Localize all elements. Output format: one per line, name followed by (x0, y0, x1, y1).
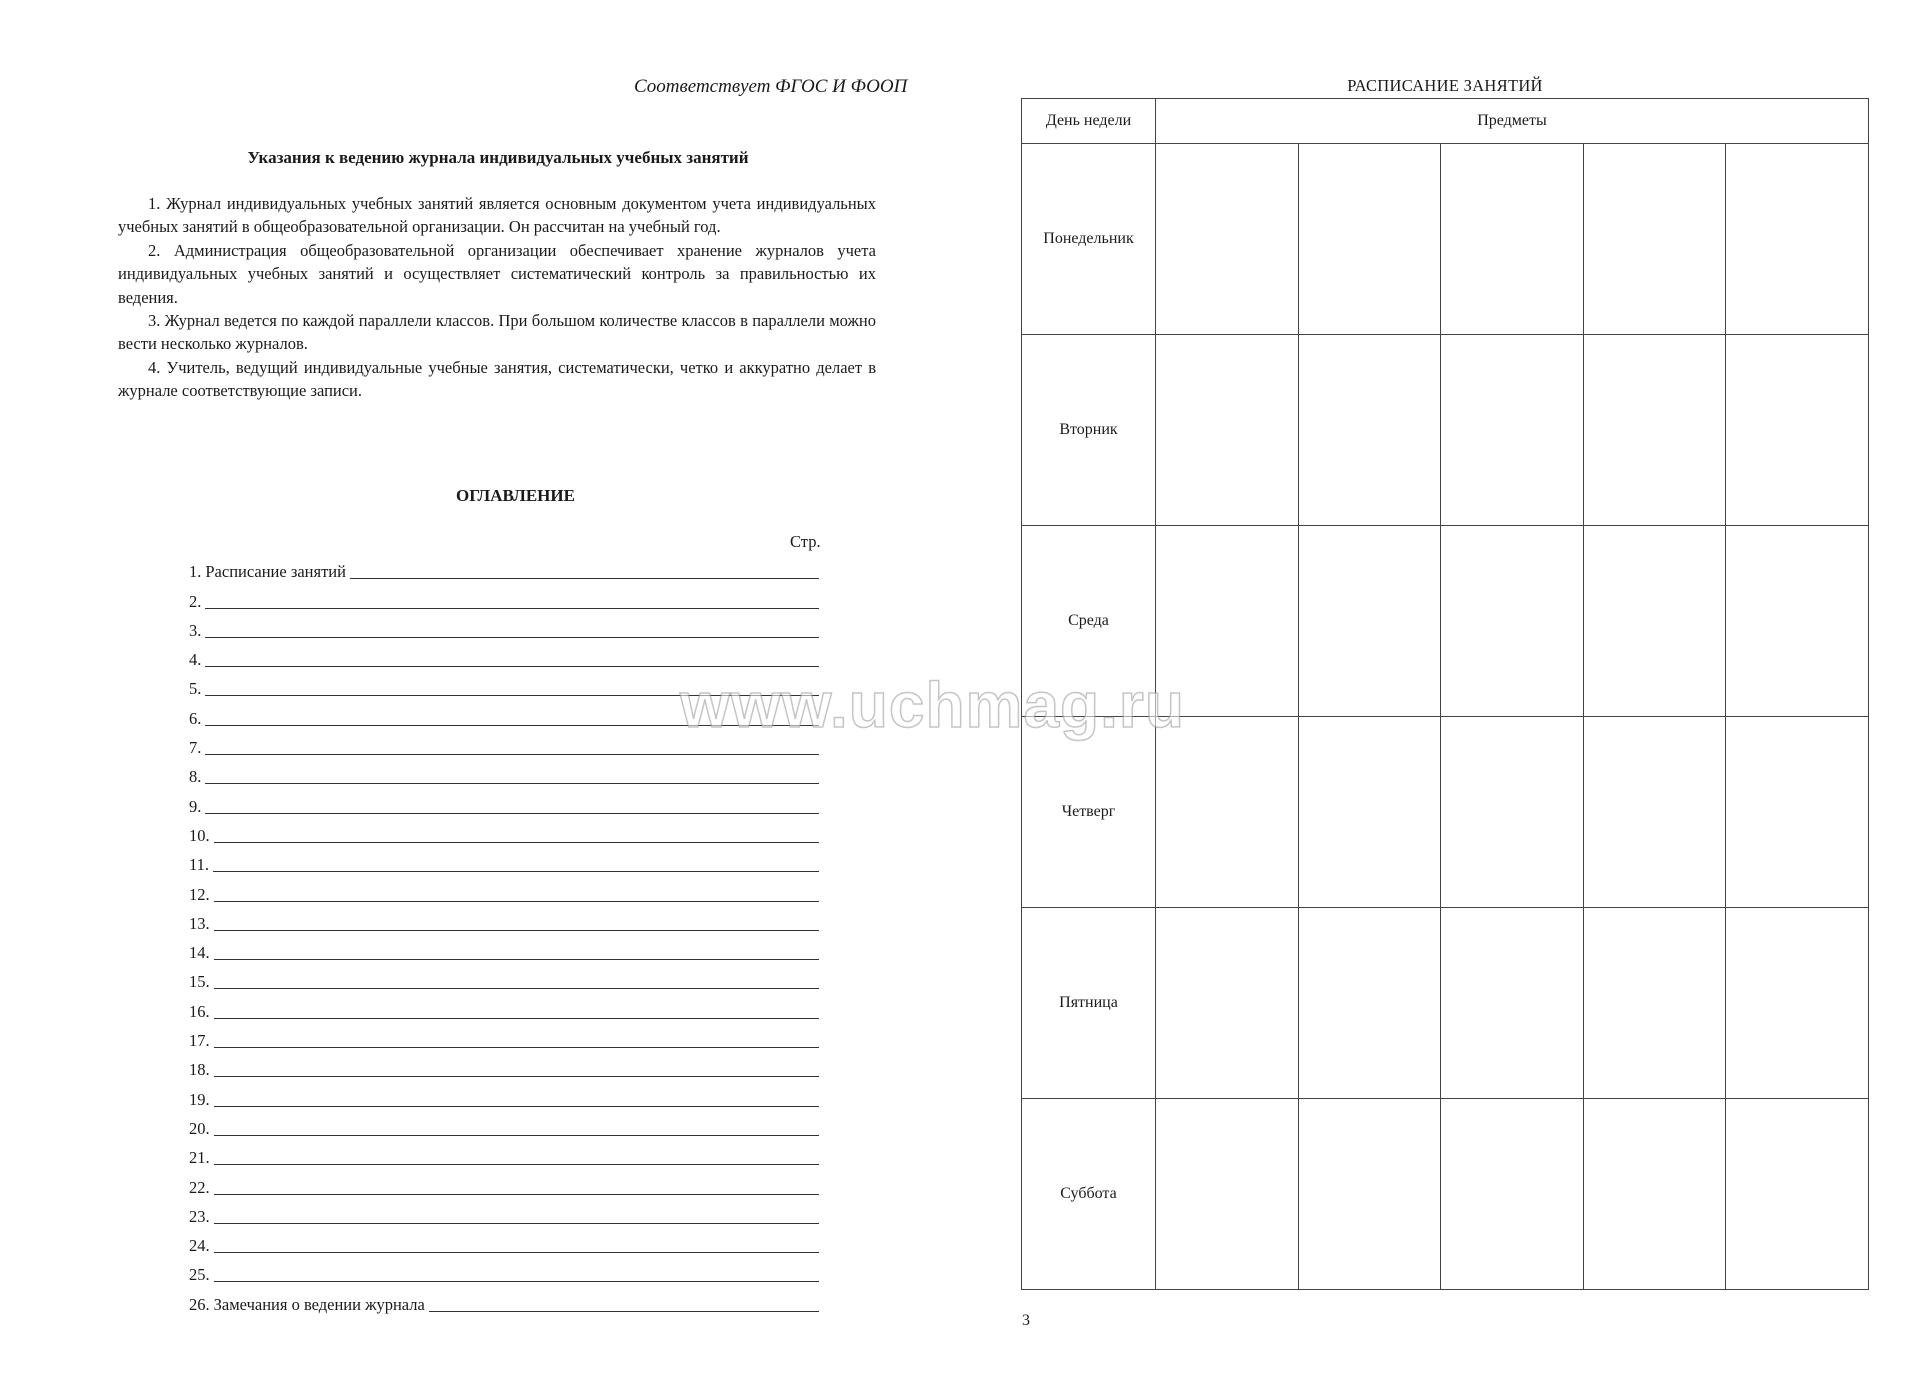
toc-number: 14. (189, 943, 210, 963)
subject-cell[interactable] (1726, 908, 1869, 1099)
subject-cell[interactable] (1156, 335, 1299, 526)
subject-cell[interactable] (1156, 526, 1299, 717)
toc-fill-line[interactable] (214, 900, 819, 902)
compliance-note: Соответствует ФГОС И ФООП (634, 76, 908, 97)
toc-row (189, 670, 819, 699)
toc-number: 11. (189, 855, 210, 875)
toc-number: 12. (189, 884, 210, 904)
schedule-day-row (1022, 526, 1869, 717)
subject-cell[interactable] (1583, 144, 1726, 335)
toc-row (189, 1051, 819, 1080)
subject-cell[interactable] (1156, 144, 1299, 335)
toc-row (189, 1285, 819, 1314)
subject-cell[interactable] (1156, 1099, 1299, 1290)
schedule-day-row (1022, 335, 1869, 526)
toc-number: 26. (189, 1294, 210, 1314)
toc-row (189, 875, 819, 904)
toc-fill-line[interactable] (214, 1222, 819, 1224)
toc-number: 21. (189, 1148, 210, 1168)
toc-page-label: Стр. (790, 532, 821, 551)
subject-cell[interactable] (1441, 717, 1584, 908)
subject-cell[interactable] (1156, 717, 1299, 908)
schedule-title: РАСПИСАНИЕ ЗАНЯТИЙ (1347, 76, 1543, 95)
toc-row (189, 729, 819, 758)
instructions-title: Указания к ведению журнала индивидуальных учебных занятий (247, 148, 749, 167)
toc-number: 2. (189, 591, 202, 611)
toc-fill-line[interactable] (214, 1105, 819, 1107)
toc-row (189, 1198, 819, 1227)
subject-cell[interactable] (1583, 335, 1726, 526)
toc-row (189, 963, 819, 992)
toc-fill-line[interactable] (213, 870, 819, 872)
day-label: Вторник (1022, 335, 1156, 526)
schedule-table (1021, 98, 1869, 1290)
toc-title: ОГЛАВЛЕНИЕ (456, 486, 575, 505)
subject-cell[interactable] (1726, 1099, 1869, 1290)
toc-number: 24. (189, 1236, 210, 1256)
toc-fill-line[interactable] (205, 694, 819, 696)
toc-row (189, 787, 819, 816)
toc-number: 5. (189, 679, 202, 699)
toc-fill-line[interactable] (205, 782, 819, 784)
subject-cell[interactable] (1726, 526, 1869, 717)
toc-number: 17. (189, 1031, 210, 1051)
schedule-day-row (1022, 1099, 1869, 1290)
toc-entry-text: Замечания о ведении журнала (213, 1294, 425, 1314)
toc-number: 13. (189, 913, 210, 933)
toc-number: 3. (189, 620, 202, 640)
toc-row (189, 1110, 819, 1139)
toc-row (189, 1022, 819, 1051)
toc-fill-line[interactable] (214, 1134, 819, 1136)
toc-number: 9. (189, 796, 202, 816)
toc-row (189, 1227, 819, 1256)
toc-row (189, 1256, 819, 1285)
toc-fill-line[interactable] (214, 1163, 819, 1165)
subject-cell[interactable] (1298, 717, 1441, 908)
subject-cell[interactable] (1298, 908, 1441, 1099)
toc-list (189, 553, 819, 1315)
toc-fill-line[interactable] (350, 577, 819, 579)
toc-fill-line[interactable] (205, 753, 819, 755)
subject-cell[interactable] (1583, 717, 1726, 908)
toc-row (189, 612, 819, 641)
toc-row (189, 1080, 819, 1109)
toc-row (189, 1168, 819, 1197)
subject-cell[interactable] (1583, 526, 1726, 717)
toc-number: 25. (189, 1265, 210, 1285)
toc-fill-line[interactable] (205, 636, 819, 638)
toc-fill-line[interactable] (214, 1075, 819, 1077)
subject-cell[interactable] (1583, 908, 1726, 1099)
page-number: 3 (1022, 1312, 1030, 1329)
toc-row (189, 553, 819, 582)
subject-cell[interactable] (1441, 1099, 1584, 1290)
subject-cell[interactable] (1583, 1099, 1726, 1290)
instructions-block (118, 192, 876, 403)
subject-cell[interactable] (1726, 335, 1869, 526)
schedule-day-row (1022, 908, 1869, 1099)
toc-number: 4. (189, 650, 202, 670)
schedule-header-row (1022, 99, 1869, 144)
instruction-item: 3. Журнал ведется по каждой параллели классов. При большом количестве классов в параллели можно вести несколько журналов. (118, 311, 876, 354)
toc-number: 6. (189, 708, 202, 728)
toc-number: 16. (189, 1001, 210, 1021)
toc-row (189, 582, 819, 611)
toc-fill-line[interactable] (429, 1310, 819, 1312)
subject-cell[interactable] (1441, 526, 1584, 717)
subject-cell[interactable] (1726, 717, 1869, 908)
instruction-item: 1. Журнал индивидуальных учебных занятий является основным документом учета индивидуальных учебных занятий в общеобразовательной организации. Он рассчитан на учебный год. (118, 194, 876, 237)
day-label: Суббота (1022, 1099, 1156, 1290)
subject-cell[interactable] (1441, 144, 1584, 335)
toc-fill-line[interactable] (214, 1280, 819, 1282)
toc-fill-line[interactable] (214, 1251, 819, 1253)
toc-row (189, 846, 819, 875)
toc-number: 23. (189, 1206, 210, 1226)
toc-fill-line[interactable] (214, 1046, 819, 1048)
toc-fill-line[interactable] (214, 841, 819, 843)
toc-row (189, 992, 819, 1021)
toc-fill-line[interactable] (205, 812, 819, 814)
toc-number: 8. (189, 767, 202, 787)
subject-cell[interactable] (1298, 335, 1441, 526)
subject-cell[interactable] (1441, 335, 1584, 526)
toc-fill-line[interactable] (205, 724, 819, 726)
day-label: Понедельник (1022, 144, 1156, 335)
toc-number: 15. (189, 972, 210, 992)
toc-fill-line[interactable] (214, 987, 819, 989)
day-label: Четверг (1022, 717, 1156, 908)
toc-row (189, 641, 819, 670)
subjects-header: Предметы (1156, 99, 1869, 144)
toc-number: 7. (189, 738, 202, 758)
subject-cell[interactable] (1298, 526, 1441, 717)
day-label: Пятница (1022, 908, 1156, 1099)
day-label: Среда (1022, 526, 1156, 717)
toc-number: 10. (189, 825, 210, 845)
subject-cell[interactable] (1298, 144, 1441, 335)
toc-fill-line[interactable] (214, 1193, 819, 1195)
toc-fill-line[interactable] (214, 1017, 819, 1019)
instruction-item: 2. Администрация общеобразовательной организации обеспечивает хранение журналов учета индивидуальных учебных занятий и осуществляет систематический контроль за правильностью их ведения. (118, 240, 876, 307)
toc-row (189, 1139, 819, 1168)
toc-fill-line[interactable] (205, 607, 819, 609)
schedule-day-row (1022, 717, 1869, 908)
subject-cell[interactable] (1298, 1099, 1441, 1290)
watermark: www.uchmag.ru (680, 669, 1185, 741)
toc-fill-line[interactable] (205, 665, 819, 667)
subject-cell[interactable] (1156, 908, 1299, 1099)
subject-cell[interactable] (1441, 908, 1584, 1099)
day-of-week-header: День недели (1022, 99, 1156, 144)
instruction-item: 4. Учитель, ведущий индивидуальные учебные занятия, систематически, четко и аккуратно делает в журнале соответствующие записи. (118, 357, 876, 401)
toc-number: 22. (189, 1177, 210, 1197)
toc-number: 1. (189, 562, 202, 582)
toc-row (189, 758, 819, 787)
toc-entry-text: Расписание занятий (205, 562, 346, 582)
toc-row (189, 817, 819, 846)
toc-number: 18. (189, 1060, 210, 1080)
subject-cell[interactable] (1726, 144, 1869, 335)
toc-row (189, 905, 819, 934)
schedule-day-row (1022, 144, 1869, 335)
toc-number: 19. (189, 1089, 210, 1109)
toc-fill-line[interactable] (214, 958, 819, 960)
toc-row (189, 934, 819, 963)
toc-number: 20. (189, 1118, 210, 1138)
toc-fill-line[interactable] (214, 929, 819, 931)
toc-row (189, 699, 819, 728)
